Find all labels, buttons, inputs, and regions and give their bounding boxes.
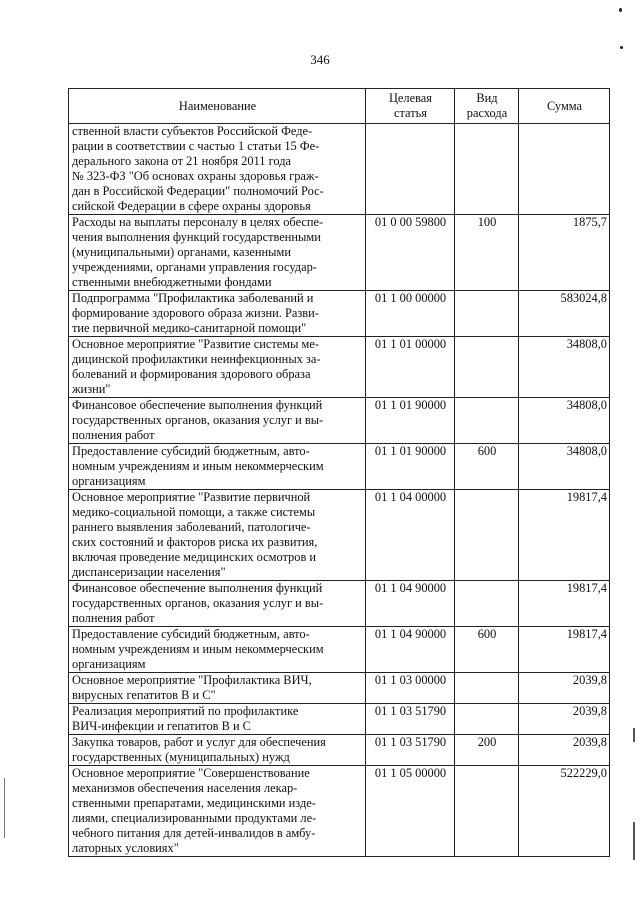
row-name-line: номным учреждениям и иным некоммерческим [72, 642, 324, 656]
row-name-line: болеваний и формирования здорового образа [72, 367, 311, 381]
table-row [69, 581, 610, 627]
page-number: 346 [310, 52, 330, 67]
row-target-article: 01 0 00 59800 [366, 215, 455, 291]
row-name-line: государственных органов, оказания услуг и вы- [72, 596, 324, 610]
row-name [69, 704, 366, 735]
table-row [69, 673, 610, 704]
row-name-line: чения выполнения функций государственными [72, 230, 321, 244]
row-name-line: № 323-ФЗ "Об основах охраны здоровья граж- [72, 169, 319, 183]
row-name-line: Предоставление субсидий бюджетным, авто- [72, 627, 310, 641]
row-name-line: диспансеризации населения" [72, 565, 226, 579]
row-name-line: ских состояний и факторов риска их развития, [72, 535, 318, 549]
row-name [69, 215, 366, 291]
table-row [69, 398, 610, 444]
row-name [69, 490, 366, 581]
row-name [69, 735, 366, 766]
row-name-line: жизни" [72, 382, 111, 396]
table-body [69, 124, 610, 857]
table-row [69, 766, 610, 857]
row-target-article: 01 1 03 51790 [366, 735, 455, 766]
row-name-line: механизмов обеспечения населения лекар- [72, 781, 298, 795]
row-sum: 522229,0 [519, 766, 610, 857]
row-name-line: рации в соответствии с частью 1 статьи 15 Фе- [72, 139, 320, 153]
scan-edge-line [4, 778, 5, 838]
row-expense-type: 100 [455, 215, 519, 291]
table-header-row [69, 89, 610, 124]
table-row [69, 627, 610, 673]
row-target-article: 01 1 03 51790 [366, 704, 455, 735]
row-target-article: 01 1 05 00000 [366, 766, 455, 857]
row-target-article: 01 1 01 90000 [366, 444, 455, 490]
row-target-article: 01 1 04 00000 [366, 490, 455, 581]
row-name-line: раннего выявления заболеваний, патологиче- [72, 520, 311, 534]
table-row [69, 337, 610, 398]
row-name-line: организациям [72, 657, 146, 671]
row-name [69, 398, 366, 444]
row-sum: 34808,0 [519, 398, 610, 444]
row-expense-type [455, 704, 519, 735]
row-name-line: Предоставление субсидий бюджетным, авто- [72, 444, 310, 458]
table-row [69, 444, 610, 490]
row-name-line: государственных органов, оказания услуг и вы- [72, 413, 324, 427]
row-target-article: 01 1 01 00000 [366, 337, 455, 398]
row-expense-type [455, 673, 519, 704]
header-target-line2: статья [393, 106, 427, 120]
row-target-article: 01 1 04 90000 [366, 581, 455, 627]
scan-edge-mark [633, 728, 635, 742]
budget-table [68, 88, 610, 857]
row-name-line: дерального закона от 21 ноября 2011 года [72, 154, 291, 168]
row-expense-type: 600 [455, 627, 519, 673]
row-sum: 2039,8 [519, 673, 610, 704]
row-sum: 1875,7 [519, 215, 610, 291]
row-target-article [366, 124, 455, 215]
row-name-line: ственными внебюджетными фондами [72, 275, 272, 289]
row-name-line: Расходы на выплаты персоналу в целях обеспе- [72, 215, 324, 229]
header-type-line2: расхода [466, 106, 508, 120]
row-expense-type [455, 766, 519, 857]
row-name-line: тие первичной медико-санитарной помощи" [72, 321, 307, 335]
table-row [69, 735, 610, 766]
row-name [69, 124, 366, 215]
row-name-line: лиями, специализированными продуктами ле- [72, 811, 317, 825]
row-name-line: Финансовое обеспечение выполнения функций [72, 398, 323, 412]
scan-edge-mark [633, 822, 635, 860]
row-expense-type [455, 398, 519, 444]
row-sum: 19817,4 [519, 490, 610, 581]
header-sum: Сумма [519, 89, 610, 124]
row-name-line: (муниципальными) органами, казенными [72, 245, 291, 259]
header-target-line1: Целевая [388, 91, 433, 105]
header-type-line1: Вид [476, 91, 498, 105]
table-row [69, 124, 610, 215]
row-name [69, 291, 366, 337]
row-name-line: полнения работ [72, 611, 155, 625]
row-expense-type [455, 581, 519, 627]
table-row [69, 490, 610, 581]
table-row [69, 704, 610, 735]
row-name [69, 337, 366, 398]
header-name: Наименование [69, 89, 366, 124]
header-target-article [366, 89, 455, 124]
row-name-line: Финансовое обеспечение выполнения функций [72, 581, 323, 595]
row-sum: 19817,4 [519, 627, 610, 673]
row-target-article: 01 1 04 90000 [366, 627, 455, 673]
row-name-line: государственных (муниципальных) нужд [72, 750, 290, 764]
scan-speck [620, 46, 623, 49]
row-expense-type [455, 490, 519, 581]
row-name-line: сийской Федерации в сфере охраны здоровья [72, 199, 311, 213]
header-expense-type [455, 89, 519, 124]
row-name-line: формирование здорового образа жизни. Разви- [72, 306, 319, 320]
row-expense-type: 600 [455, 444, 519, 490]
row-name-line: Основное мероприятие "Профилактика ВИЧ, [72, 673, 312, 687]
row-name [69, 766, 366, 857]
row-name-line: ВИЧ-инфекции и гепатитов В и С [72, 719, 251, 733]
row-sum [519, 124, 610, 215]
row-name-line: Реализация мероприятий по профилактике [72, 704, 299, 718]
row-name-line: номным учреждениям и иным некоммерческим [72, 459, 324, 473]
row-name-line: чебного питания для детей-инвалидов в амбу- [72, 826, 316, 840]
row-sum: 34808,0 [519, 337, 610, 398]
table-row [69, 215, 610, 291]
row-sum: 19817,4 [519, 581, 610, 627]
row-name-line: дан в Российской Федерации" полномочий Рос- [72, 184, 324, 198]
row-name [69, 673, 366, 704]
row-name-line: ственной власти субъектов Российской Феде- [72, 124, 313, 138]
row-name-line: Основное мероприятие "Развитие первичной [72, 490, 311, 504]
row-name-line: организациям [72, 474, 146, 488]
row-name [69, 627, 366, 673]
row-expense-type [455, 124, 519, 215]
row-target-article: 01 1 00 00000 [366, 291, 455, 337]
row-expense-type [455, 291, 519, 337]
row-target-article: 01 1 01 90000 [366, 398, 455, 444]
row-name-line: Основное мероприятие "Развитие системы ме- [72, 337, 319, 351]
row-sum: 2039,8 [519, 704, 610, 735]
row-name-line: медико-социальной помощи, а также системы [72, 505, 316, 519]
row-expense-type [455, 337, 519, 398]
row-expense-type: 200 [455, 735, 519, 766]
row-name-line: ственными препаратами, медицинскими изде- [72, 796, 316, 810]
row-name-line: Закупка товаров, работ и услуг для обеспечения [72, 735, 326, 749]
scan-speck [619, 8, 622, 12]
row-sum: 583024,8 [519, 291, 610, 337]
row-name-line: дицинской профилактики неинфекционных за- [72, 352, 321, 366]
row-sum: 34808,0 [519, 444, 610, 490]
row-name-line: включая проведение медицинских осмотров и [72, 550, 317, 564]
row-name-line: латорных условиях" [72, 841, 179, 855]
row-name-line: Основное мероприятие "Совершенствование [72, 766, 310, 780]
row-name-line: Подпрограмма "Профилактика заболеваний и [72, 291, 314, 305]
row-name-line: вирусных гепатитов В и С" [72, 688, 216, 702]
row-sum: 2039,8 [519, 735, 610, 766]
row-name [69, 581, 366, 627]
row-name [69, 444, 366, 490]
row-name-line: учреждениями, органами управления государ- [72, 260, 317, 274]
row-name-line: полнения работ [72, 428, 155, 442]
table-row [69, 291, 610, 337]
row-target-article: 01 1 03 00000 [366, 673, 455, 704]
